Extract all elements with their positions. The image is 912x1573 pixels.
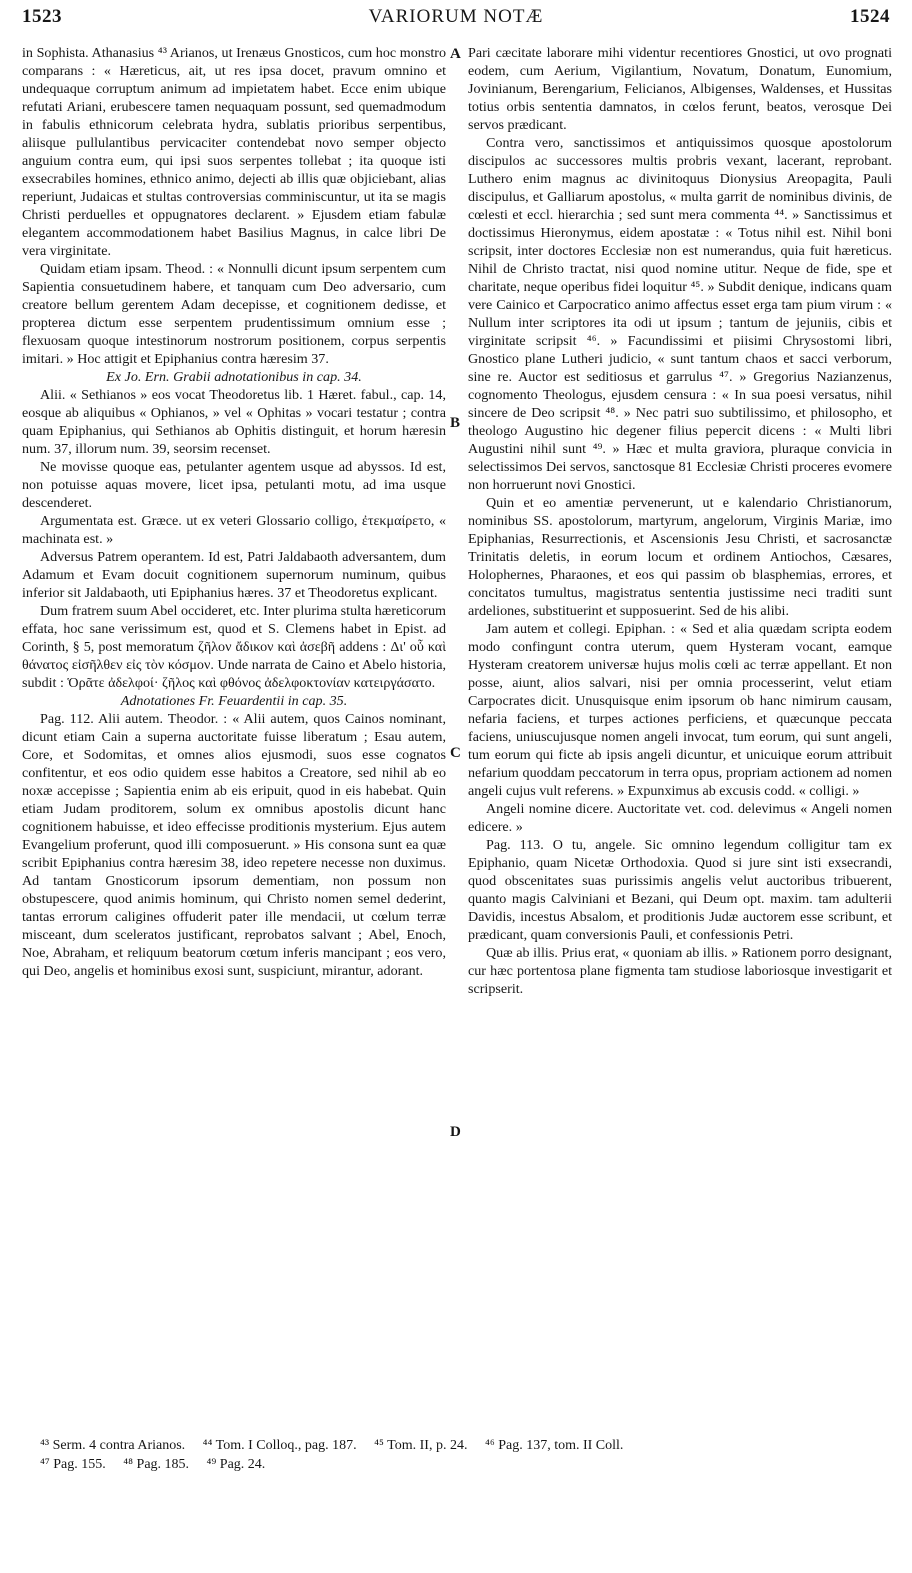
margin-letter-d: D (450, 1124, 461, 1140)
section-heading: Adnotationes Fr. Feuardentii in cap. 35. (120, 693, 348, 709)
paragraph: Quæ ab illis. Prius erat, « quoniam ab illis. » Rationem porro designant, cur hæc portentosa plane figmenta tam studiose laboriosque investigarit et scripserit. (468, 945, 892, 997)
paragraph: Argumentata est. Græce. ut ex veteri Glossario colligo, ἐτεκμαίρετο, « machinata est. » (22, 513, 446, 547)
footnote: ⁴⁸ Pag. 185. (123, 1457, 190, 1472)
footnote: ⁴⁵ Tom. II, p. 24. (374, 1438, 468, 1453)
paragraph: Pag. 112. Alii autem. Theodor. : « Alii autem, quos Cainos nominant, dicunt etiam Cain a superna auctoritate fuisse liberatum ; Esau autem, Core, et Sodomitas, et omnes alios ejusmodi, suos esse cognatos confitentur, et eos odio quidem esse habitos a Creatore, sed nihil ab eo noxæ accepisse ; Sapientia enim ab eis eripuit, quod in eis habebat. Quin etiam Judam proditorem, solum ex omnibus apostolis dicunt hanc cognitionem habuisse, et ideo effecisse proditionis mysterium. Ejus autem Evangelium proferunt, quod illi composuerunt. » His consona sunt ea quæ scribit Epiphanius contra hæresim 38, ideo repetere necesse non duximus. Ad tantam Gnosticorum ipsorum dementiam, non possum non obstupescere, quod animis hominum, qui Christo nomen semel dederint, tantas errorum caligines offuderit pater ille mendacii, ut cœlum terræ misceant, dum sceleratos justificant, reprobatos salvant ; Abel, Enoch, Noe, Abraham, et reliquum beatorum cœtum inferis mancipant ; eos vero, qui Deo, angelis et hominibus exosi sunt, suspiciunt, mirantur, adorant. (22, 711, 446, 979)
paragraph: Adversus Patrem operantem. Id est, Patri Jaldabaoth adversantem, dum Adamum et Evam docuit cognitionem supernorum numinum, quibus inferior sit Jaldabaoth, uti Epiphanius hæres. 37 et Theodoretus explicant. (22, 549, 446, 601)
footnote: ⁴³ Serm. 4 contra Arianos. (40, 1438, 186, 1453)
page-header (22, 6, 890, 36)
margin-letter-a: A (450, 46, 461, 62)
footnote: ⁴⁶ Pag. 137, tom. II Coll. (484, 1438, 624, 1453)
footnote: ⁴⁷ Pag. 155. (40, 1457, 106, 1472)
paragraph: Dum fratrem suum Abel occideret, etc. Inter plurima stulta hæreticorum effata, hoc sane verissimum est, quod et S. Clemens habet in Epist. ad Corinth, § 5, post memoratum ζῆλον ἄδικον καὶ ἀσεβῆ addens : Δι' οὗ καὶ θάνατος εἰσῆλθεν εἰς τὸν κόσμον. Unde narrata de Caino et Abelo historia, subdit : Ὁρᾶτε ἀδελφοί· ζῆλος καὶ φθόνος ἀδελφοκτονίαν κατειργάσατο. (22, 603, 446, 691)
page-number-left: 1523 (22, 6, 62, 27)
paragraph: Jam autem et collegi. Epiphan. : « Sed et alia quædam scripta eodem modo confingunt contra uterum, quem Hysteram vocant, eamque Hysteram creatorem universæ hujus molis cœli ac terræ appellant. Et non posse, aiunt, alios salvari, nisi per omnia processerint, velut etiam Carpocrates dicit. Unusquisque enim ipsorum ob hanc nimirum causam, nefaria faciens, et turpes actiones perficiens, et quæcunque peccata faciens, uniuscujusque nomen angeli invocat, tum eorum, qui sunt angeli, tum eorum qui ficte ab ipsis angeli dicuntur, et unicuique eorum attribuit nefarium quoddam peccatorum in terra opus, propriam actionem ad nomen angeli cujus vult referens. » Expunximus ab excusis codd. « colligi. » (468, 621, 892, 799)
left-column (22, 44, 446, 980)
footnote: ⁴⁹ Pag. 24. (206, 1457, 266, 1472)
paragraph: Pag. 113. O tu, angele. Sic omnino legendum colligitur tam ex Epiphanio, quam Nicetæ Orthodoxia. Quod si jure sint isti exsecrandi, quod obscenitates suas purissimis angelis velut auctoribus tribuerent, quanto magis Calviniani et Bezani, qui Deum opt. maxim. tam adulterii Davidis, incestus Absalom, et proditionis Judæ auctorem esse scribunt, et prædicant, quam conversionis Pauli, et confessionis Petri. (468, 837, 892, 943)
page-number-right: 1524 (850, 6, 890, 27)
paragraph: Alii. « Sethianos » eos vocat Theodoretus lib. 1 Hæret. fabul., cap. 14, eosque ab aliquibus « Ophianos, » vel « Ophitas » vocari testatur ; contra quam Epiphanius, qui Sethianos ab Ophitis distinguit, et horum hæresin num. 37, illorum num. 39, seorsim recenset. (22, 387, 446, 457)
right-column (468, 44, 892, 998)
margin-letter-c: C (450, 745, 461, 761)
running-title: VARIORUM NOTÆ (368, 6, 544, 27)
paragraph: Ne movisse quoque eas, petulanter agentem usque ad abyssos. Id est, non potuisse aquas movere, licet ipsa, petulanti motu, ad ima usque descenderet. (22, 459, 446, 511)
paragraph: Pari cæcitate laborare mihi videntur recentiores Gnostici, ut ovo prognati eodem, cum Aerium, Vigilantium, Novatum, Donatum, Eunomium, Jovinianum, Berengarium, Felicianos, Albigenses, Waldenses, et Hussitas totius orbis sententia damnatos, in cœlos ferunt, beatos, verosque Dei servos prædicant. (468, 45, 892, 133)
paragraph: in Sophista. Athanasius ⁴³ Arianos, ut Irenæus Gnosticos, cum hoc monstro comparans : « Hæreticus, ait, ut res ipsa docet, pravum omnino et undequaque corruptum animum ad impietatem habet. Ecce enim ubique refutati Ariani, erubescere tamen nequaquam possunt, sed quemadmodum in fabulis ethnicorum celebrata hydra, sublatis prioribus serpentibus, aliisque pullulantibus pervicaciter contendebat novo semper objecto anguium contra eum, qui ipsi suos serpentes tollebat ; ita quoque isti exsecrabiles homines, ethnico animo, dejecti ab illis quæ objiciebant, alias reperiunt, Judaicas et stultas controversias comminiscuntur, ut ita se magis Christi perduelles et oppugnatores declarent. » Ejusdem etiam fabulæ elegantem accommodationem habet Basilius Magnus, in calce libri De vera virginitate. (22, 45, 446, 259)
section-heading: Ex Jo. Ern. Grabii adnotationibus in cap. 34. (106, 369, 362, 385)
paragraph: Contra vero, sanctissimos et antiquissimos quosque apostolorum discipulos ac successores multis probris vexant, lacerant, reprobant. Luthero enim magnus ac divinitoquus Dionysius Areopagita, Pauli discipulus, et Galliarum apostolus, « multa garrit de nominibus divinis, de cœlesti et eccl. hierarchia ; sed sunt mera commenta ⁴⁴. » Sanctissimus et doctissimus Hieronymus, eidem apostatæ : « Totus nihil est. Nihil boni scripsit, inter doctores Ecclesiæ non est numerandus, quia fuit hæreticus. Nihil de Christo tractat, nisi quod nomine utitur. Neque de fide, spe et charitate, neque operibus fidei loquitur ⁴⁵. » Subdit denique, indicans quam vere Cainico et Carpocratico animo affectus esset erga tam pium virum : « Nullum inter scriptores ita odi ut ipsum ; tantum de jejuniis, cibis et virginitate scripsit ⁴⁶. » Facundissimi et piisimi Chrysostomi libri, Gnostico plane Lutheri judicio, « sunt tantum chaos et sacci verborum, sine re. Auctor est seditiosus et garrulus ⁴⁷. » Gregorius Nazianzenus, cognomento Theologus, ejusdem censura : « In sua poesi versatus, nihil sincere de Deo scripsit ⁴⁸. » Nec patri suo subtilissimo, et philosopho, et theologo Augustino hic degener filius pepercit dicens : « Multi libri Augustini nihil sunt ⁴⁹. » Hæc et multa graviora, pluraque convicia in selectissimos Dei servos, sanctosque 81 Ecclesiæ Christi proceres evomere non horruerunt novi Gnostici. (468, 135, 892, 493)
paragraph: Angeli nomine dicere. Auctoritate vet. cod. delevimus « Angeli nomen edicere. » (468, 801, 892, 835)
paragraph: Quidam etiam ipsam. Theod. : « Nonnulli dicunt ipsum serpentem cum Sapientia consuetudinem habere, et tanquam cum Deo adversario, cum creatore bellum gerentem Adam decepisse, et cognitionem dedisse, et propterea dictum esse serpentem prudentissimum omnium esse ; flexuosam quoque intestinorum nostrorum positionem, corpus serpentis imitari. » Hoc attigit et Epiphanius contra hæresim 37. (22, 261, 446, 367)
paragraph: Quin et eo amentiæ pervenerunt, ut e kalendario Christianorum, nominibus SS. apostolorum, martyrum, angelorum, Virginis Mariæ, imo Epiphanias, Resurrectionis, et Ascensionis Jesu Christi, et sacrosanctæ Trinitatis deletis, in eorum locum et ordinem Antiochos, Cæsares, Holophernes, Pharaones, et eos qui passim ob blasphemias, errores, et concitatos tumultus, magistratus sententia justissime neci traditi sunt ardeliones, substituerint et supposuerint. Sed de his alibi. (468, 495, 892, 619)
footnote: ⁴⁴ Tom. I Colloq., pag. 187. (202, 1438, 357, 1453)
margin-letter-b: B (450, 415, 461, 431)
footnotes (40, 1436, 890, 1474)
